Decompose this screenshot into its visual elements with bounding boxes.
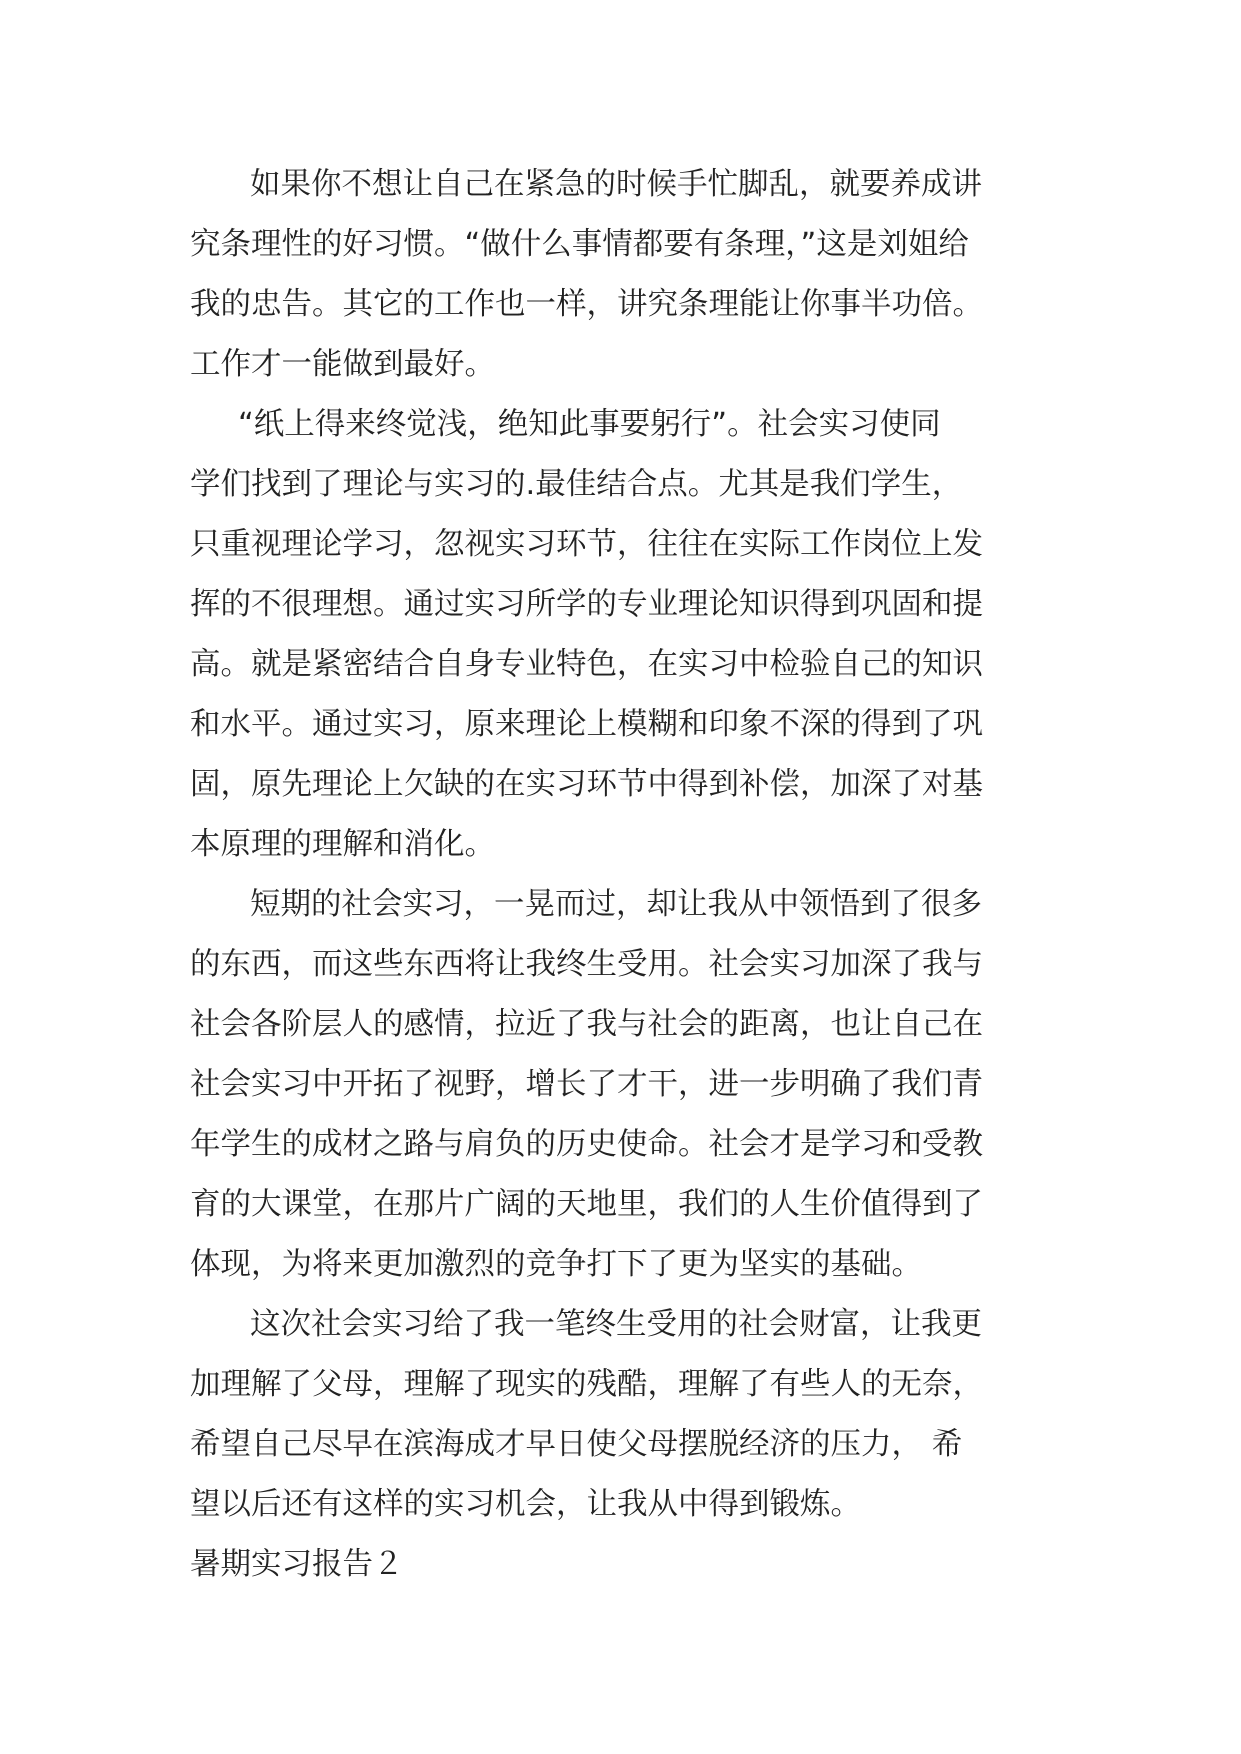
- paragraph-4-line-3: 希望自己尽早在滨海成才早日使父母摆脱经济的压力， 希: [190, 1427, 963, 1462]
- paragraph-2-line-5: 高。就是紧密结合自身专业特色，在实习中检验自己的知识: [190, 647, 983, 682]
- paragraph-1-line-4: 工作才一能做到最好。: [190, 347, 495, 382]
- paragraph-3-line-5: 年学生的成材之路与肩负的历史使命。社会才是学习和受教: [190, 1127, 983, 1162]
- paragraph-3-line-3: 社会各阶层人的感情，拉近了我与社会的距离，也让自己在: [190, 1007, 983, 1042]
- paragraph-3-line-6: 育的大课堂，在那片广阔的天地里，我们的人生价值得到了: [190, 1187, 983, 1222]
- section-heading: 暑期实习报告２: [190, 1547, 404, 1582]
- paragraph-3-line-1: 短期的社会实习，一晃而过，却让我从中领悟到了很多: [250, 887, 982, 922]
- paragraph-2-line-7: 固，原先理论上欠缺的在实习环节中得到补偿，加深了对基: [190, 767, 983, 802]
- paragraph-4-line-4: 望以后还有这样的实习机会，让我从中得到锻炼。: [190, 1487, 861, 1522]
- paragraph-1-line-3: 我的忠告。其它的工作也一样，讲究条理能让你事半功倍。: [190, 287, 983, 322]
- paragraph-2-line-4: 挥的不很理想。通过实习所学的专业理论知识得到巩固和提: [190, 587, 983, 622]
- paragraph-2-line-3: 只重视理论学习，忽视实习环节，往往在实际工作岗位上发: [190, 527, 983, 562]
- paragraph-1-line-2: 究条理性的好习惯。“做什么事情都要有条理，”这是刘姐给: [190, 227, 969, 262]
- paragraph-1-line-1: 如果你不想让自己在紧急的时候手忙脚乱，就要养成讲: [250, 167, 982, 202]
- paragraph-2-line-6: 和水平。通过实习，原来理论上模糊和印象不深的得到了巩: [190, 707, 983, 742]
- paragraph-2-line-1: “纸上得来终觉浅，绝知此事要躬行”。社会实习使同: [238, 407, 941, 442]
- paragraph-2-line-2: 学们找到了理论与实习的.最佳结合点。尤其是我们学生，: [190, 467, 963, 502]
- paragraph-4-line-1: 这次社会实习给了我一笔终生受用的社会财富，让我更: [250, 1307, 982, 1342]
- paragraph-3-line-4: 社会实习中开拓了视野，增长了才干，进一步明确了我们青: [190, 1067, 983, 1102]
- paragraph-3-line-7: 体现，为将来更加激烈的竞争打下了更为坚实的基础。: [190, 1247, 922, 1282]
- paragraph-3-line-2: 的东西，而这些东西将让我终生受用。社会实习加深了我与: [190, 947, 983, 982]
- paragraph-2-line-8: 本原理的理解和消化。: [190, 827, 495, 862]
- paragraph-4-line-2: 加理解了父母，理解了现实的残酷，理解了有些人的无奈，: [190, 1367, 983, 1402]
